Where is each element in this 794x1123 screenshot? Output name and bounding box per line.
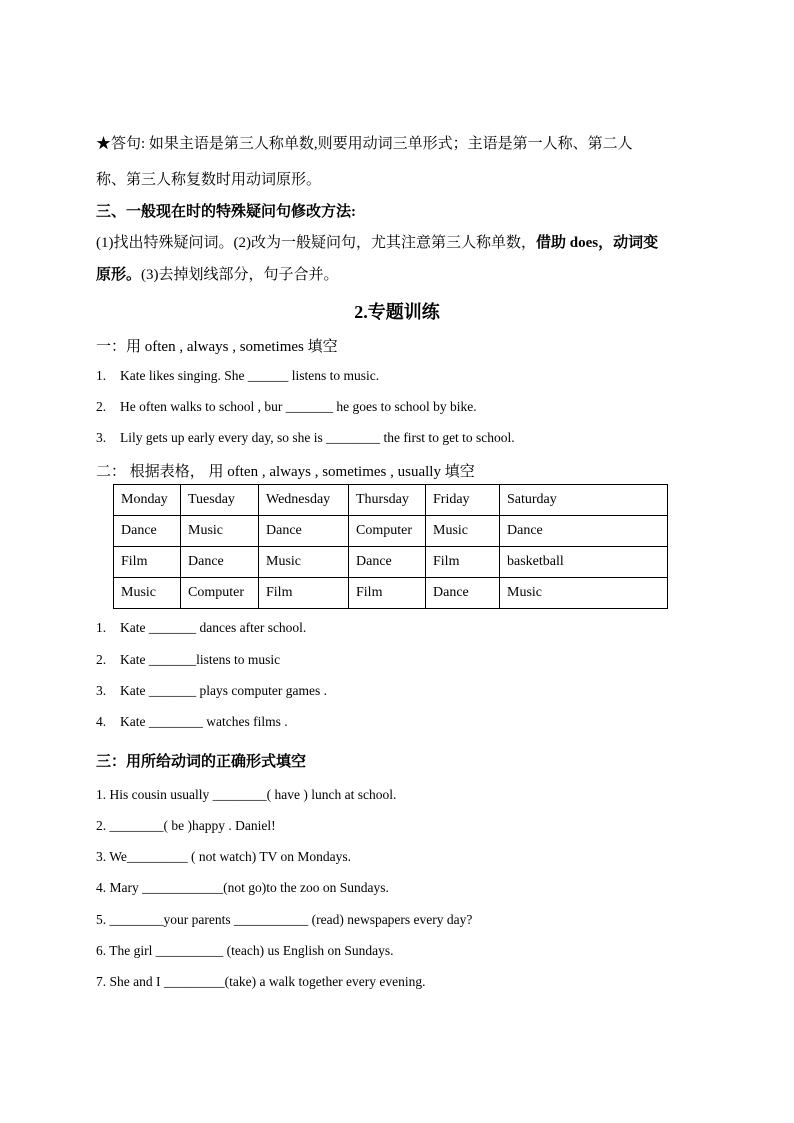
ex3-item: 2. ________( be )happy . Daniel!	[96, 818, 276, 833]
table-cell: Music	[114, 578, 181, 609]
section3-heading: 三、一般现在时的特殊疑问句修改方法:	[96, 204, 356, 220]
table-cell: Dance	[259, 516, 349, 547]
ex2-item: 2. Kate _______listens to music	[96, 652, 281, 667]
table-cell: Film	[114, 547, 181, 578]
ex3-item: 1. His cousin usually ________( have ) lunch at school.	[96, 787, 397, 802]
table-row	[114, 485, 668, 516]
method-text-2: (3)去掉划线部分，句子合并。	[141, 267, 339, 283]
ex2-item: 3. Kate _______ plays computer games .	[96, 683, 327, 698]
ex3-item: 5. ________your parents ___________ (read) newspapers every day?	[96, 912, 473, 927]
ex1-item: 2. He often walks to school , bur _______ he goes to school by bike.	[96, 399, 477, 414]
table-cell: Dance	[349, 547, 426, 578]
ex3-item: 4. Mary ____________(not go)to the zoo on Sundays.	[96, 880, 389, 895]
method-line-2	[96, 263, 339, 284]
table-cell: Film	[259, 578, 349, 609]
table-row	[114, 578, 668, 609]
table-cell: Music	[426, 516, 500, 547]
ex1-item: 3. Lily gets up early every day, so she is ________ the first to get to school.	[96, 430, 515, 445]
table-row	[114, 547, 668, 578]
schedule-table	[113, 484, 668, 609]
ex3-item: 3. We_________ ( not watch) TV on Mondays.	[96, 849, 352, 864]
intro-line-2: 称、第三人称复数时用动词原形。	[96, 172, 322, 188]
table-cell: Computer	[349, 516, 426, 547]
method-line-1	[96, 231, 658, 252]
table-cell: Music	[259, 547, 349, 578]
page-title: 2.专题训练	[354, 302, 440, 322]
ex1-item: 1. Kate likes singing. She ______ listens to music.	[96, 368, 380, 383]
ex2-item: 1. Kate _______ dances after school.	[96, 620, 307, 635]
ex3-heading: 三：用所给动词的正确形式填空	[96, 754, 307, 770]
method-text-1: (1)找出特殊疑问词。(2)改为一般疑问句，尤其注意第三人称单数，	[96, 235, 536, 251]
table-cell: Wednesday	[259, 485, 349, 516]
method-bold-2: 原形。	[96, 267, 142, 283]
method-bold-1: 借助 does，动词变	[535, 235, 659, 251]
table-cell: basketball	[500, 547, 668, 578]
ex2-heading: 二： 根据表格， 用 often , always , sometimes , usually 填空	[96, 464, 475, 480]
table-cell: Saturday	[500, 485, 668, 516]
table-cell: Monday	[114, 485, 181, 516]
table-cell: Dance	[426, 578, 500, 609]
table-cell: Film	[349, 578, 426, 609]
table-row	[114, 516, 668, 547]
table-cell: Dance	[181, 547, 259, 578]
ex2-item: 4. Kate ________ watches films .	[96, 714, 288, 729]
table-cell: Film	[426, 547, 500, 578]
table-cell: Dance	[500, 516, 668, 547]
ex1-heading: 一：用 often , always , sometimes 填空	[96, 339, 338, 355]
ex3-item: 6. The girl __________ (teach) us English on Sundays.	[96, 943, 394, 958]
table-cell: Friday	[426, 485, 500, 516]
intro-line-1: ★答句: 如果主语是第三人称单数,则要用动词三单形式；主语是第一人称、第二人	[96, 136, 633, 152]
table-cell: Music	[181, 516, 259, 547]
table-cell: Dance	[114, 516, 181, 547]
table-cell: Music	[500, 578, 668, 609]
table-cell: Thursday	[349, 485, 426, 516]
table-cell: Computer	[181, 578, 259, 609]
table-cell: Tuesday	[181, 485, 259, 516]
ex3-item: 7. She and I _________(take) a walk together every evening.	[96, 974, 426, 989]
